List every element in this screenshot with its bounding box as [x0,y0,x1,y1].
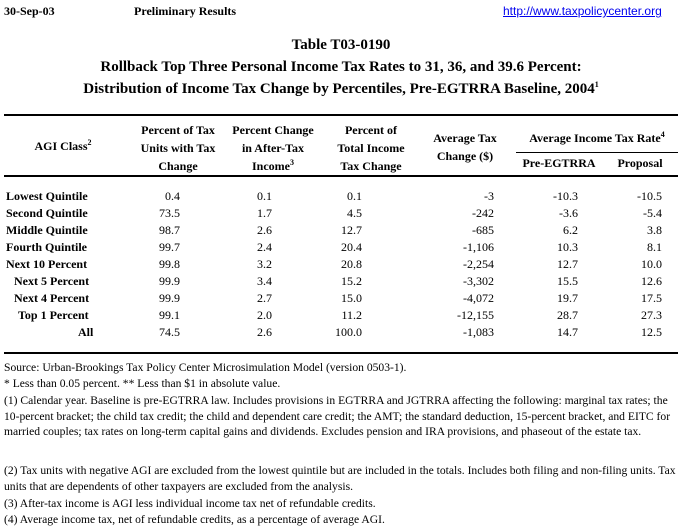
cell-pct-change: 3.2 [257,257,272,271]
cell-pct-total: 12.7 [341,223,362,237]
cell-pct-units: 99.9 [159,274,180,288]
cell-pct-total: 4.5 [347,206,362,220]
cell-pct-units: 74.5 [159,325,180,339]
cell-proposal: 27.3 [641,308,662,322]
cell-pct-units: 99.9 [159,291,180,305]
col-avg-tax [420,129,510,165]
cell-pct-change: 2.6 [257,223,272,237]
col-pct-units-line3: Change [158,159,198,173]
cell-pct-units: 99.1 [159,308,180,322]
cell-pct-units: 73.5 [159,206,180,220]
cell-pre-egtrra: -10.3 [553,189,578,203]
cell-pct-change: 2.4 [257,240,272,254]
cell-pct-units: 0.4 [165,189,180,203]
col-agi-class-label: AGI Class [34,139,88,153]
row-label: Fourth Quintile [6,240,88,254]
cell-pct-total: 11.2 [341,308,362,322]
table-subtitle [0,81,682,98]
source-note: Source: Urban-Brookings Tax Policy Center Microsimulation Model (version 0503-1). [4,361,407,374]
col-pct-total-line1: Percent of [344,123,398,137]
cell-pct-change: 0.1 [257,189,272,203]
footnote-3: (3) After-tax income is AGI less individual income tax net of refundable credits. [4,497,376,510]
cell-proposal: 17.5 [641,291,662,305]
report-date: 30-Sep-03 [4,4,55,18]
cell-avg-tax: -2,254 [463,257,494,271]
cell-pct-change: 1.7 [257,206,272,220]
cell-pct-total: 15.2 [341,274,362,288]
cell-proposal: -5.4 [643,206,662,220]
cell-pre-egtrra: -3.6 [559,206,578,220]
cell-pct-units: 99.8 [159,257,180,271]
cell-avg-tax: -685 [472,223,494,237]
col-pct-units-line1: Percent of Tax [141,123,215,137]
footnote-4: (4) Average income tax, net of refundable credits, as a percentage of average AGI. [4,513,385,526]
table-subtitle-text: Distribution of Income Tax Change by Percentiles, Pre-EGTRRA Baseline, 2004 [83,81,595,97]
cell-pre-egtrra: 19.7 [557,291,578,305]
cell-pct-change: 2.7 [257,291,272,305]
cell-pre-egtrra: 28.7 [557,308,578,322]
col-pct-total [326,121,416,175]
cell-pre-egtrra: 15.5 [557,274,578,288]
col-agi-class [4,137,122,155]
cell-proposal: -10.5 [637,189,662,203]
col-avg-rate-group-label: Average Income Tax Rate [529,131,661,145]
cell-pre-egtrra: 12.7 [557,257,578,271]
cell-pct-units: 98.7 [159,223,180,237]
row-label: Next 4 Percent [14,291,90,305]
cell-proposal: 10.0 [641,257,662,271]
status-label: Preliminary Results [134,4,237,18]
cell-pct-change: 3.4 [257,274,272,288]
footnote-1: (1) Calendar year. Baseline is pre-EGTRRA law. Includes provisions in EGTRRA and JGTRRA affecting the following: marginal tax rates; the 10-percent bracket; the child tax credit; the child and dependent care credit; the AMT; the standard deduction, 15-percent bracket, and EITC for married couples; tax rates on long-term capital gains and dividends. Excludes pension and IRA provisions, and phaseout of the estate tax. [4,394,671,439]
cell-avg-tax: -3,302 [463,274,494,288]
cell-pct-total: 15.0 [341,291,362,305]
col-pct-change-line3 [222,157,324,175]
col-pct-change-line3-text: Income [252,159,290,173]
footnote-2: (2) Tax units with negative AGI are excluded from the lowest quintile but are included in the totals. Includes both filing and non-filing units. Tax units that are dependents of other taxpayers are excluded from the analysis. [4,464,676,493]
cell-pct-units: 99.7 [159,240,180,254]
col-pct-units-line2: Units with Tax [140,141,216,155]
cell-proposal: 12.5 [641,325,662,339]
table-number: Table T03-0190 [291,37,391,53]
cell-avg-tax: -1,083 [463,325,494,339]
footnote-marker: 2 [87,138,92,147]
less-than-note: * Less than 0.05 percent. ** Less than $1 in absolute value. [4,377,281,390]
col-avg-rate-group [516,129,678,147]
row-label: Next 5 Percent [14,274,90,288]
col-pct-units [128,121,228,175]
col-pre-egtrra: Pre-EGTRRA [522,156,596,170]
row-label: Lowest Quintile [6,189,88,203]
table-bottom-rule [4,352,678,354]
col-pct-change-line1: Percent Change [232,123,314,137]
row-label: Next 10 Percent [6,257,88,271]
footnote-marker: 1 [594,80,599,89]
cell-proposal: 8.1 [647,240,662,254]
cell-pct-change: 2.6 [257,325,272,339]
cell-avg-tax: -242 [472,206,494,220]
cell-pct-total: 20.4 [341,240,362,254]
cell-pre-egtrra: 14.7 [557,325,578,339]
cell-pre-egtrra: 10.3 [557,240,578,254]
row-label: Middle Quintile [6,223,88,237]
col-pct-change-line2: in After-Tax [241,141,305,155]
cell-proposal: 3.8 [647,223,662,237]
cell-proposal: 12.6 [641,274,662,288]
source-link[interactable]: http://www.taxpolicycenter.org [503,4,662,18]
cell-pct-total: 100.0 [335,325,362,339]
header-top-rule [4,114,678,116]
row-label: Top 1 Percent [18,308,89,322]
row-label: All [78,325,94,339]
cell-pct-total: 20.8 [341,257,362,271]
col-pct-total-line2: Total Income [337,141,405,155]
footnote-marker: 4 [660,130,665,139]
col-pct-total-line3: Tax Change [340,159,402,173]
col-proposal: Proposal [617,156,663,170]
row-label: Second Quintile [6,206,88,220]
footnote-marker: 3 [290,158,294,167]
header-bottom-rule [4,175,678,177]
cell-avg-tax: -12,155 [457,308,494,322]
group-underline [516,152,678,153]
cell-avg-tax: -4,072 [463,291,494,305]
cell-pct-total: 0.1 [347,189,362,203]
col-avg-tax-line1: Average Tax [433,131,497,145]
col-pct-change [222,121,324,175]
cell-pct-change: 2.0 [257,308,272,322]
cell-avg-tax: -1,106 [463,240,494,254]
col-avg-tax-line2: Change ($) [436,149,494,163]
cell-pre-egtrra: 6.2 [563,223,578,237]
cell-avg-tax: -3 [484,189,494,203]
table-title: Rollback Top Three Personal Income Tax Rates to 31, 36, and 39.6 Percent: [100,59,582,75]
